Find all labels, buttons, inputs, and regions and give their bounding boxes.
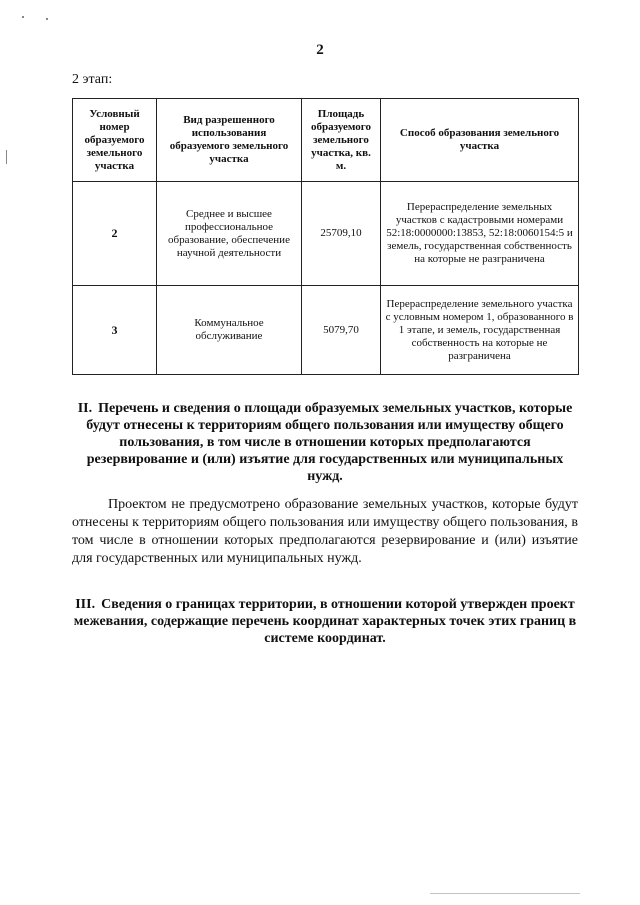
table-header-row [73, 99, 579, 182]
page-number: 2 [316, 42, 324, 58]
header-permitted-use: Вид разрешенного использования образуемого земельного участка [157, 99, 302, 182]
scan-speck [22, 16, 24, 18]
parcels-table [72, 98, 579, 375]
section-three-numeral: III. [75, 597, 96, 612]
header-parcel-number: Условный номер образуемого земельного участка [73, 99, 157, 182]
header-formation-method: Способ образования земельного участка [381, 99, 579, 182]
section-three-heading [72, 596, 578, 647]
scan-speck [430, 893, 580, 894]
cell-parcel-number: 3 [73, 286, 157, 375]
section-two-heading [72, 400, 578, 485]
stage-label: 2 этап: [72, 72, 113, 87]
cell-formation-method: Перераспределение земельного участка с условным номером 1, образованного в 1 этапе, и земель, государственная собственность на которые не разграничена [381, 286, 579, 375]
table-row [73, 286, 579, 375]
section-two-paragraph: Проектом не предусмотрено образование земельных участков, которые будут отнесены к территориям общего пользования или имуществу общего пользования, в том числе в отношении которых предполагаются резервирование и (или) изъятие для государственных или муниципальных нужд. [72, 497, 578, 566]
cell-parcel-number: 2 [73, 182, 157, 286]
cell-area: 25709,10 [302, 182, 381, 286]
scan-speck [6, 150, 7, 164]
header-area: Площадь образуемого земельного участка, кв. м. [302, 99, 381, 182]
cell-permitted-use: Среднее и высшее профессиональное образование, обеспечение научной деятельности [157, 182, 302, 286]
table-row [73, 182, 579, 286]
section-two-title: Перечень и сведения о площади образуемых земельных участков, которые будут отнесены к территориям общего пользования или имуществу общего пользования, в том числе в отношении которых предполагаются резервирование и (или) изъятие для государственных или муниципальных нужд. [86, 401, 573, 484]
section-two-numeral: II. [77, 401, 93, 416]
cell-formation-method: Перераспределение земельных участков с кадастровыми номерами 52:18:0000000:13853, 52:18:0060154:5 и земель, государственная собственность на которые не разграничена [381, 182, 579, 286]
cell-permitted-use: Коммунальное обслуживание [157, 286, 302, 375]
section-three-title: Сведения о границах территории, в отношении которой утвержден проект межевания, содержащие перечень координат характерных точек этих границ в системе координат. [73, 597, 577, 646]
scan-speck [46, 18, 48, 20]
cell-area: 5079,70 [302, 286, 381, 375]
